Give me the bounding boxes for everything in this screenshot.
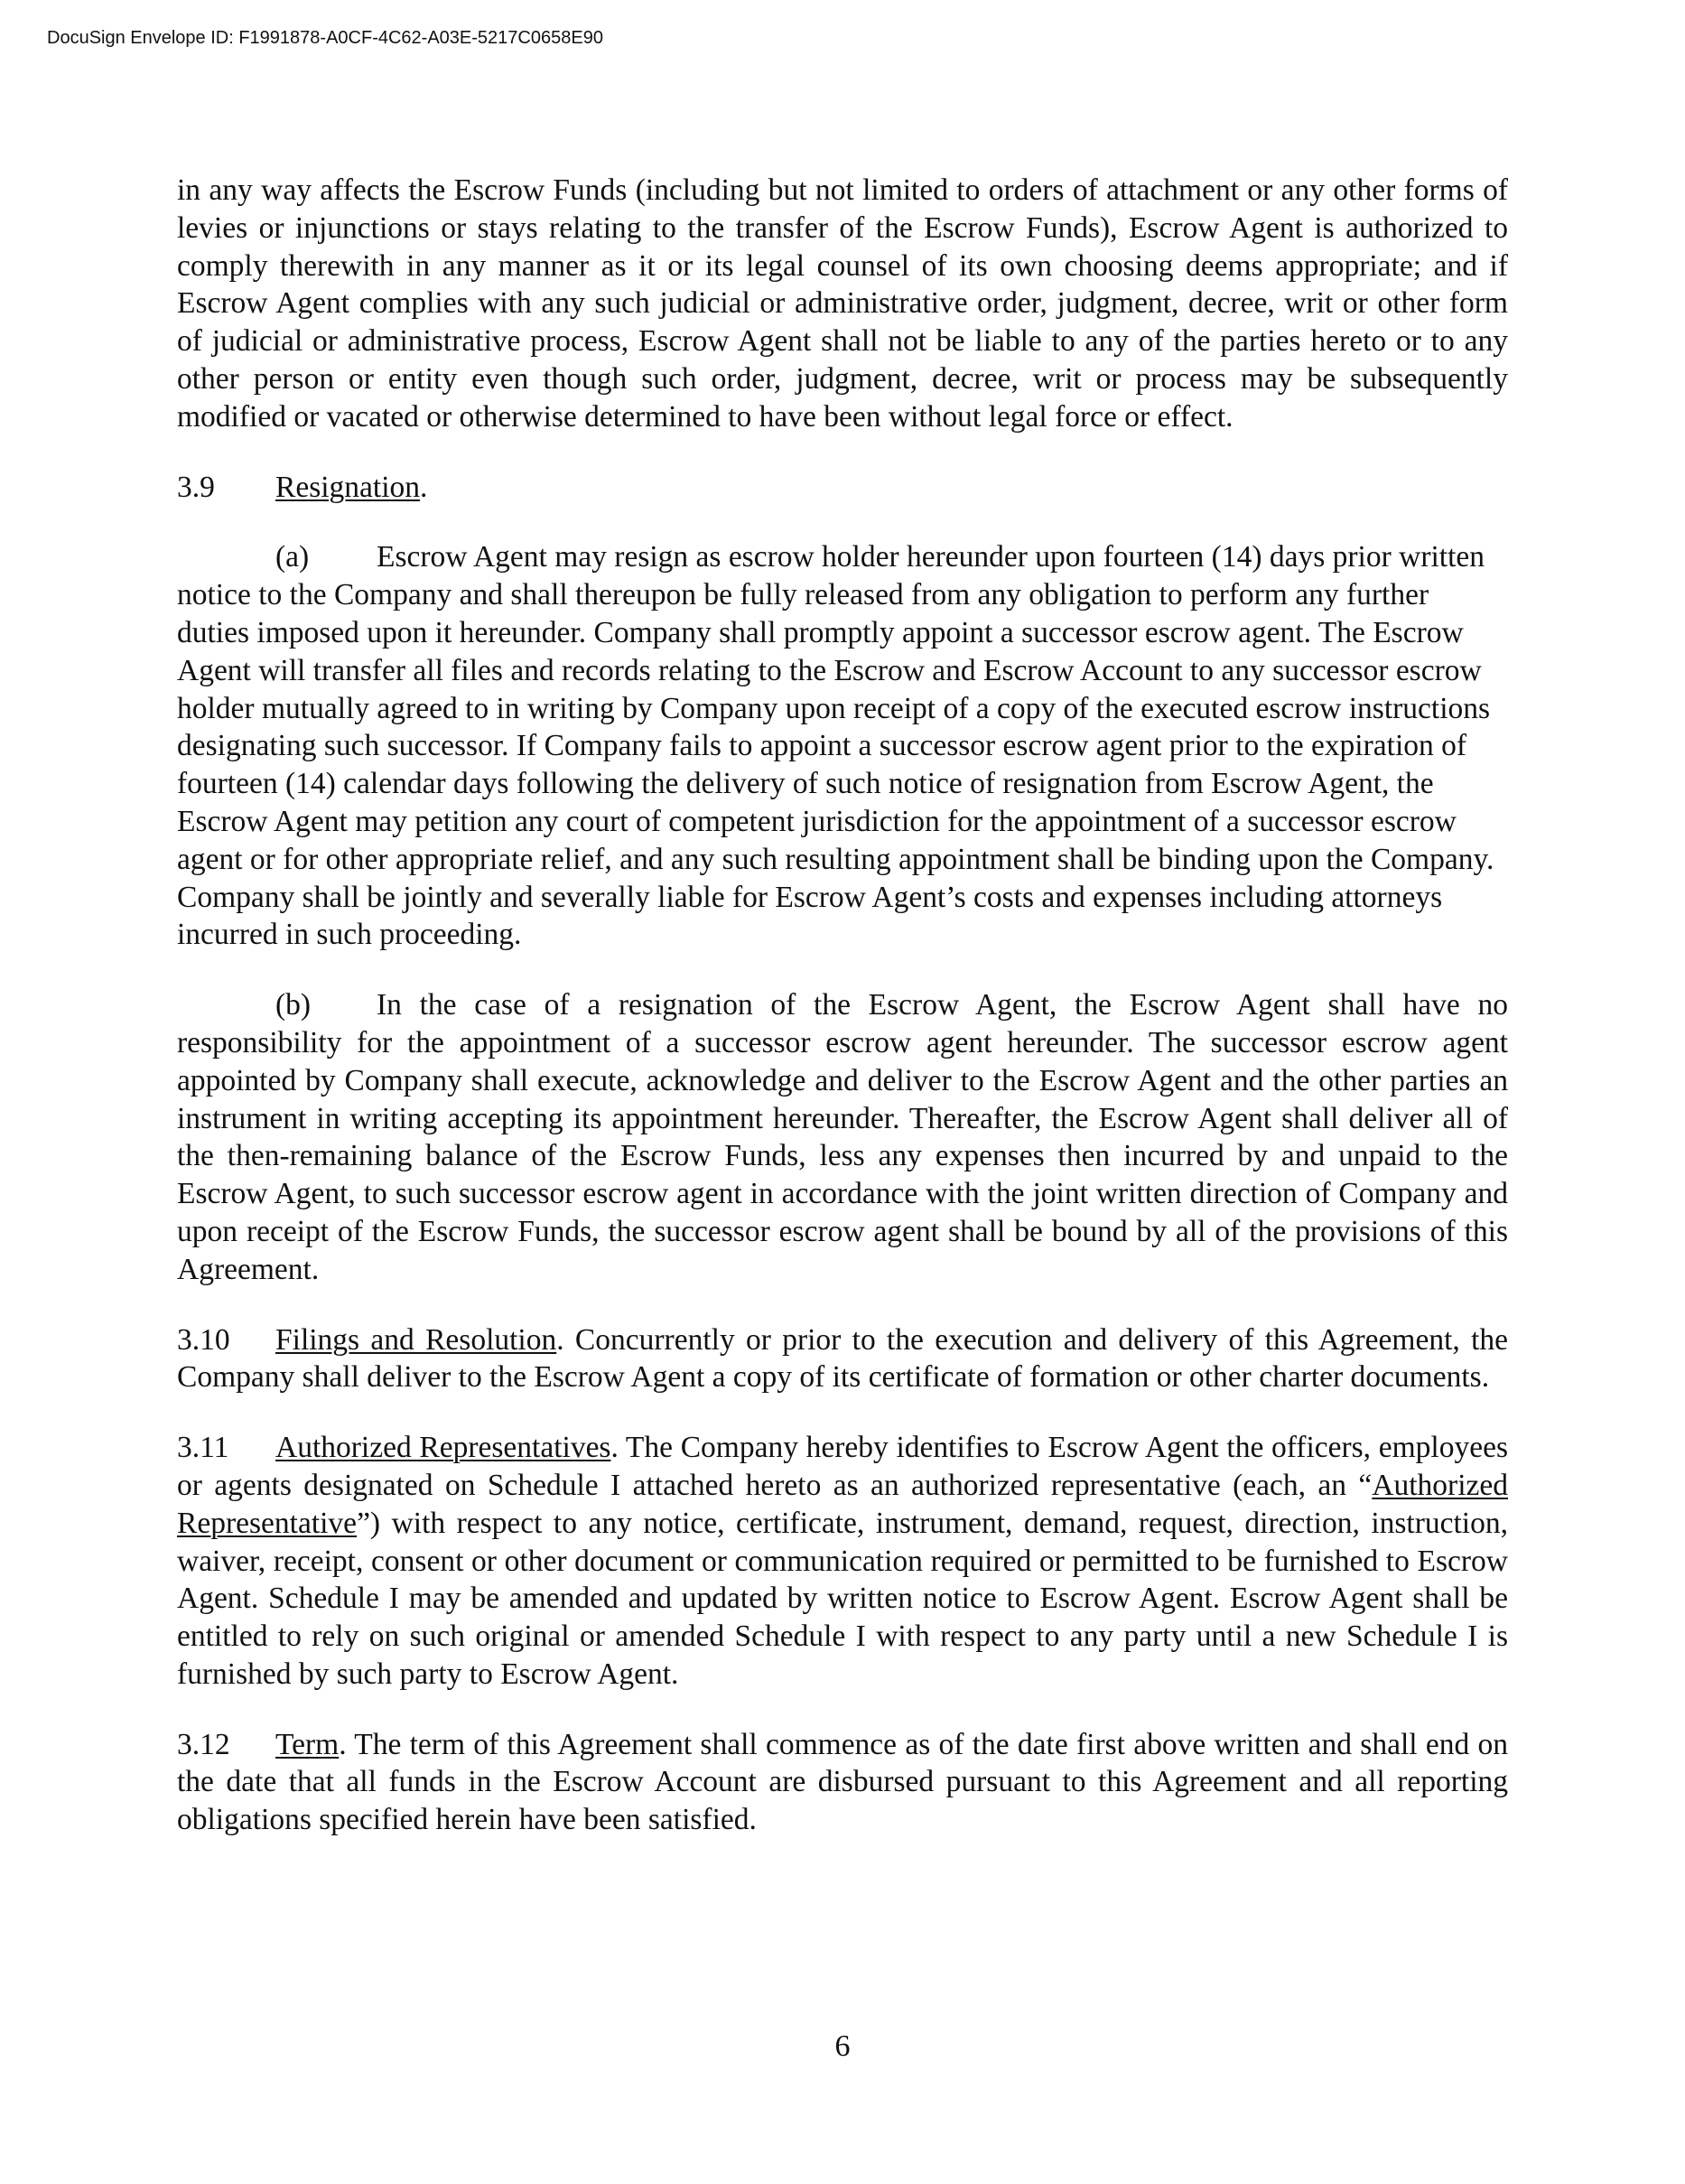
- section-number: 3.10: [177, 1322, 230, 1357]
- subsection-text: Escrow Agent may resign as escrow holder hereunder upon fourteen (14) days prior written notice to the Company and shall thereupon be fully released from any obligation to perform any further duties imposed upon it hereunder. Company shall promptly appoint a successor escrow agent. The Escrow Agent will transfer all files and records relating to the Escrow and Escrow Account to any successor escrow holder mutually agreed to in writing by Company upon receipt of a copy of the executed escrow instructions designating such successor. If Company fails to appoint a successor escrow agent prior to the expiration of fourteen (14) calendar days following the delivery of such notice of resignation from Escrow Agent, the Escrow Agent may petition any court of competent jurisdiction for the appointment of a successor escrow agent or for other appropriate relief, and any such resulting appointment shall be binding upon the Company. Company shall be jointly and severally liable for Escrow Agent’s costs and expenses including attorneys incurred in such proceeding.: [177, 540, 1494, 952]
- section-title: Resignation: [275, 470, 421, 504]
- subsection-label: (b): [275, 988, 312, 1022]
- section-3-12-paragraph: [177, 1726, 1508, 1839]
- section-title: Filings and Resolution: [275, 1322, 557, 1357]
- page-number: 6: [834, 2030, 851, 2063]
- section-number: 3.9: [177, 470, 215, 504]
- section-3-11-paragraph: [177, 1429, 1508, 1694]
- section-text: . Concurrently or prior to the execution and delivery of this Agreement, the Company shall deliver to the Escrow Agent a copy of its certificate of formation or other charter documents.: [177, 1322, 1508, 1395]
- document-body: [177, 172, 1508, 1871]
- section-title: Term: [275, 1727, 340, 1761]
- section-text-part-2: ”) with respect to any notice, certificate, instrument, demand, request, direction, instruction, waiver, receipt, consent or other document or communication required or permitted to be furnished to Escrow Agent. Schedule I may be amended and updated by written notice to Escrow Agent. Escrow Agent shall be entitled to rely on such original or amended Schedule I with respect to any party until a new Schedule I is furnished by such party to Escrow Agent.: [177, 1506, 1508, 1691]
- section-3-9-heading: [177, 469, 1508, 507]
- section-title: Authorized Representatives: [275, 1431, 611, 1465]
- continuation-paragraph: in any way affects the Escrow Funds (including but not limited to orders of attachment or any other forms of levies or injunctions or stays relating to the transfer of the Escrow Funds), Escrow Agent is authorized to comply therewith in any manner as it or its legal counsel of its own choosing deems appropriate; and if Escrow Agent complies with any such judicial or administrative order, judgment, decree, writ or other form of judicial or administrative process, Escrow Agent shall not be liable to any of the parties hereto or to any other person or entity even though such order, judgment, decree, writ or process may be subsequently modified or vacated or otherwise determined to have been without legal force or effect.: [177, 173, 1508, 434]
- section-3-10-paragraph: [177, 1321, 1508, 1397]
- section-title-suffix: .: [420, 470, 428, 504]
- section-number: 3.12: [177, 1727, 230, 1761]
- section-text: . The term of this Agreement shall commence as of the date first above written and shall end on the date that all funds in the Escrow Account are disbursed pursuant to this Agreement and all reporting obligations specified herein have been satisfied.: [177, 1727, 1508, 1837]
- subsection-text: In the case of a resignation of the Escrow Agent, the Escrow Agent shall have no responsibility for the appointment of a successor escrow agent hereunder. The successor escrow agent appointed by Company shall execute, acknowledge and deliver to the Escrow Agent and the other parties an instrument in writing accepting its appointment hereunder. Thereafter, the Escrow Agent shall deliver all of the then-remaining balance of the Escrow Funds, less any expenses then incurred by and unpaid to the Escrow Agent, to such successor escrow agent in accordance with the joint written direction of Company and upon receipt of the Escrow Funds, the successor escrow agent shall be bound by all of the provisions of this Agreement.: [177, 988, 1508, 1286]
- docusign-envelope-header: DocuSign Envelope ID: F1991878-A0CF-4C62-A03E-5217C0658E90: [47, 28, 603, 48]
- subsection-label: (a): [275, 540, 310, 574]
- section-text-part-1: . The Company hereby identifies to Escrow Agent the officers, employees or agents designated on Schedule I attached hereto as an authorized representative (each, an “: [177, 1431, 1508, 1502]
- section-number: 3.11: [177, 1431, 229, 1465]
- defined-term: Authorized Representative: [177, 1468, 1508, 1540]
- section-3-9-b-paragraph: [177, 986, 1508, 1288]
- section-3-9-a-paragraph: [177, 538, 1508, 954]
